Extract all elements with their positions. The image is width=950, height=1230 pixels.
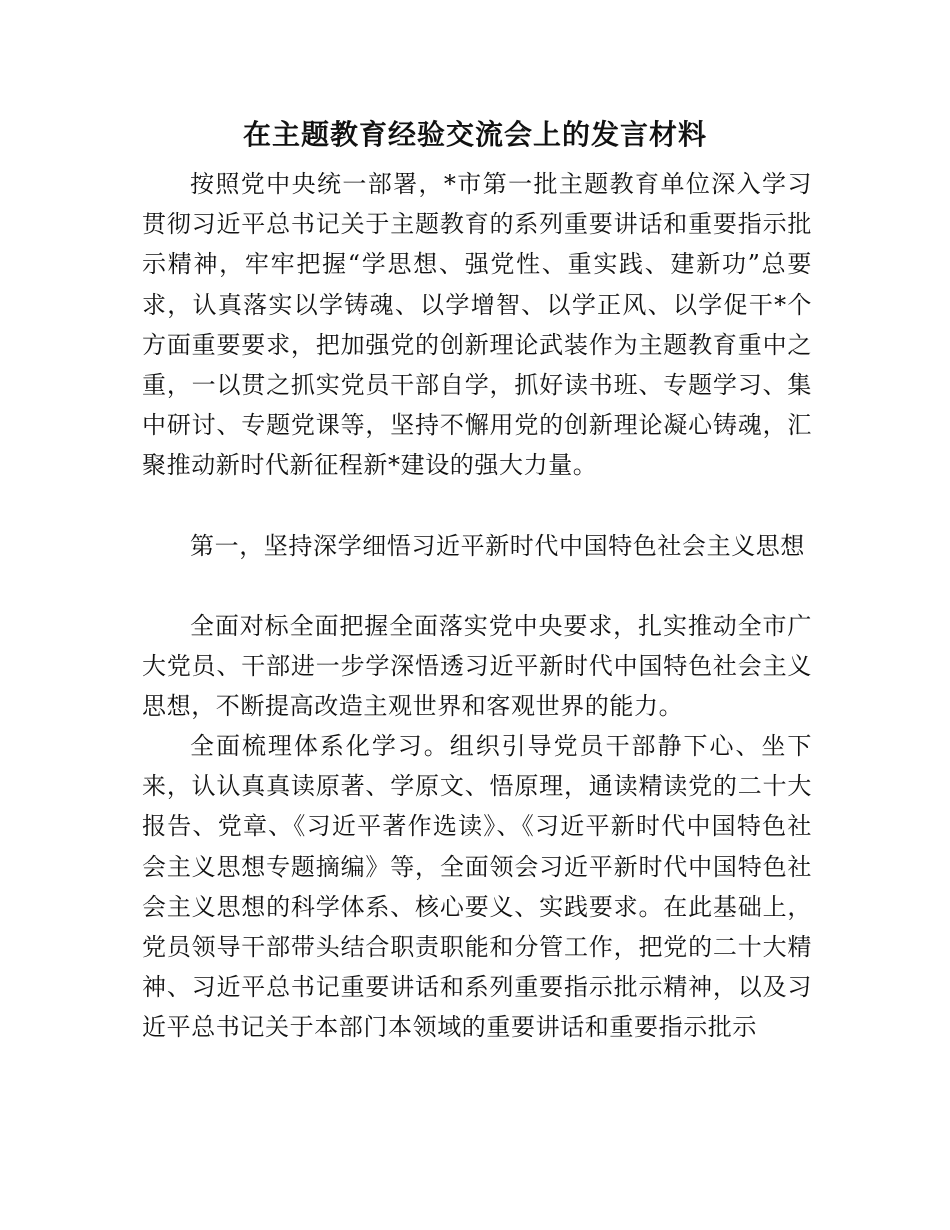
document-title: 在主题教育经验交流会上的发言材料 xyxy=(242,118,707,151)
section-heading: 第一，坚持深学细悟习近平新时代中国特色社会主义思想 xyxy=(190,532,805,560)
study-paragraph: 全面梳理体系化学习。组织引导党员干部静下心、坐下来，认认真真读原著、学原文、悟原理，通读精读党的二十大报告、党章、《习近平著作选读》、《习近平新时代中国特色社会主义思想专题摘编》等，全面领会习近平新时代中国特色社会主义思想的科学体系、核心要义、实践要求。在此基础上，党员领导干部带头结合职责职能和分管工作，把党的二十大精神、习近平总书记重要讲话和系列重要指示批示精神，以及习近平总书记关于本部门本领域的重要讲话和重要指示批示 xyxy=(142,732,812,1042)
intro-paragraph: 按照党中央统一部署，*市第一批主题教育单位深入学习贯彻习近平总书记关于主题教育的系列重要讲话和重要指示批示精神，牢牢把握“学思想、强党性、重实践、建新功”总要求，认真落实以学铸魂、以学增智、以学正风、以学促干*个方面重要要求，把加强党的创新理论武装作为主题教育重中之重，一以贯之抓实党员干部自学，抓好读书班、专题学习、集中研讨、专题党课等，坚持不懈用党的创新理论凝心铸魂，汇聚推动新时代新征程新*建设的强大力量。 xyxy=(142,170,812,480)
section-intro-paragraph: 全面对标全面把握全面落实党中央要求，扎实推动全市广大党员、干部进一步学深悟透习近平新时代中国特色社会主义思想，不断提高改造主观世界和客观世界的能力。 xyxy=(142,612,812,721)
